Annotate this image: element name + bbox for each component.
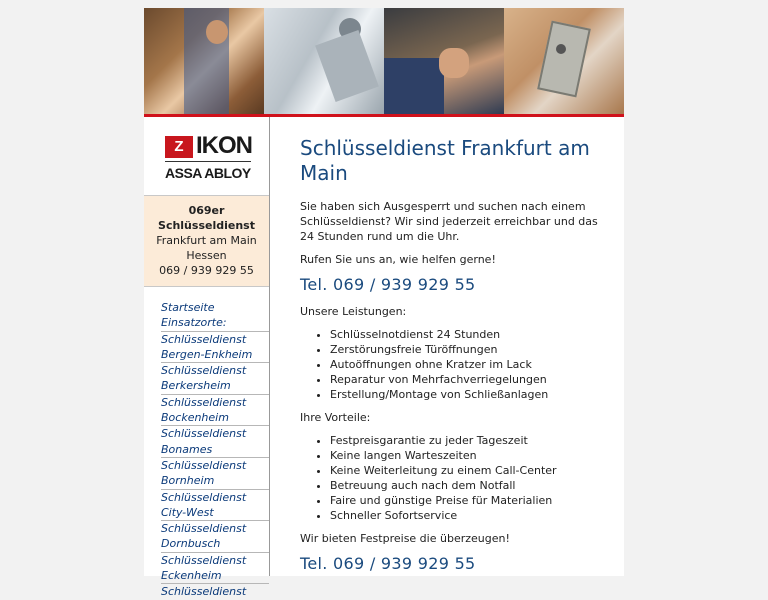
sidebar [144, 117, 270, 599]
list-item: • Betreuung auch nach dem Notfall [330, 478, 600, 493]
nav-item-eckenheim-line2[interactable]: Eckenheim [161, 568, 269, 584]
list-item: • Schlüsselnotdienst 24 Stunden [330, 327, 600, 342]
nav-item-bornheim-line1[interactable]: Schlüsseldienst [161, 458, 247, 472]
list-item: • Schneller Sofortservice [330, 508, 600, 523]
list-item: • Autoöffnungen ohne Kratzer im Lack [330, 357, 600, 372]
nav-einsatzorte[interactable]: Einsatzorte: [161, 315, 269, 331]
locksmith-at-door-photo [144, 8, 264, 114]
phone-number-top[interactable]: Tel. 069 / 939 929 55 [300, 275, 476, 294]
phone-number-bottom[interactable]: Tel. 069 / 939 929 55 [300, 554, 476, 573]
logo-divider [165, 161, 251, 162]
list-item: • Reparatur von Mehrfachverriegelungen [330, 372, 600, 387]
list-item: • Erstellung/Montage von Schließanlagen [330, 387, 600, 402]
list-item: • Zerstörungsfreie Türöffnungen [330, 342, 600, 357]
address-state: Hessen [186, 249, 227, 262]
lock-mechanism-photo [504, 8, 624, 114]
assa-abloy-logo-text: ASSA ABLOY [165, 165, 251, 181]
call-text: Rufen Sie uns an, wie helfen gerne! [300, 253, 496, 266]
list-item: • Keine langen Warteszeiten [330, 448, 600, 463]
nav-item-bergen-enkheim-line2[interactable]: Bergen-Enkheim [161, 347, 269, 363]
nav-item-bockenheim-line2[interactable]: Bockenheim [161, 410, 269, 426]
list-item: • Faire und günstige Preise für Materialien [330, 493, 600, 508]
nav-item-dornbusch-line1[interactable]: Schlüsseldienst [161, 522, 247, 536]
nav-item-next-line1[interactable]: Schlüsseldienst [161, 585, 247, 599]
nav-item-bockenheim-line1[interactable]: Schlüsseldienst [161, 395, 247, 409]
list-item: • Keine Weiterleitung zu einem Call-Center [330, 463, 600, 478]
main-content [300, 136, 600, 583]
services-list [300, 327, 600, 402]
hand-with-keys-photo [384, 8, 504, 114]
page-container [144, 8, 624, 599]
advantages-heading: Ihre Vorteile: [300, 411, 371, 424]
nav-item-dornbusch-line2[interactable]: Dornbusch [161, 536, 269, 552]
nav-item-bornheim-line2[interactable]: Bornheim [161, 473, 269, 489]
nav-item-bonames-line2[interactable]: Bonames [161, 442, 269, 458]
services-heading: Unsere Leistungen: [300, 305, 407, 318]
nav-item-bonames-line1[interactable]: Schlüsseldienst [161, 427, 247, 441]
page-title: Schlüsseldienst Frankfurt am Main [300, 136, 590, 185]
nav-item-city-west-line1[interactable]: Schlüsseldienst [161, 490, 247, 504]
ikon-assa-abloy-logo[interactable] [144, 117, 269, 195]
ikon-logo-text: IKON [196, 132, 252, 159]
nav-item-eckenheim-line1[interactable]: Schlüsseldienst [161, 553, 247, 567]
address-title: 069er Schlüsseldienst [158, 204, 255, 232]
advantages-list [300, 433, 600, 523]
closing-text: Wir bieten Festpreise die überzeugen! [300, 532, 510, 545]
nav-item-bergen-enkheim-line1[interactable]: Schlüsseldienst [161, 332, 247, 346]
nav-item-berkersheim-line2[interactable]: Berkersheim [161, 378, 269, 394]
header-banner [144, 8, 624, 114]
nav-item-city-west-line2[interactable]: City-West [161, 505, 269, 521]
address-box [144, 195, 269, 287]
sidebar-nav [144, 287, 269, 600]
intro-text: Sie haben sich Ausgesperrt und suchen nach einem Schlüsseldienst? Wir sind jederzeit erreichbar und das 24 Stunden rund um die Uhr. [300, 200, 598, 243]
address-city: Frankfurt am Main [156, 234, 257, 247]
lock-cylinder-photo [264, 8, 384, 114]
list-item: • Festpreisgarantie zu jeder Tageszeit [330, 433, 600, 448]
address-phone[interactable]: 069 / 939 929 55 [159, 264, 254, 277]
nav-startseite[interactable]: Startseite [161, 301, 215, 314]
nav-item-berkersheim-line1[interactable]: Schlüsseldienst [161, 364, 247, 378]
ikon-logo-mark: Z [165, 136, 193, 158]
